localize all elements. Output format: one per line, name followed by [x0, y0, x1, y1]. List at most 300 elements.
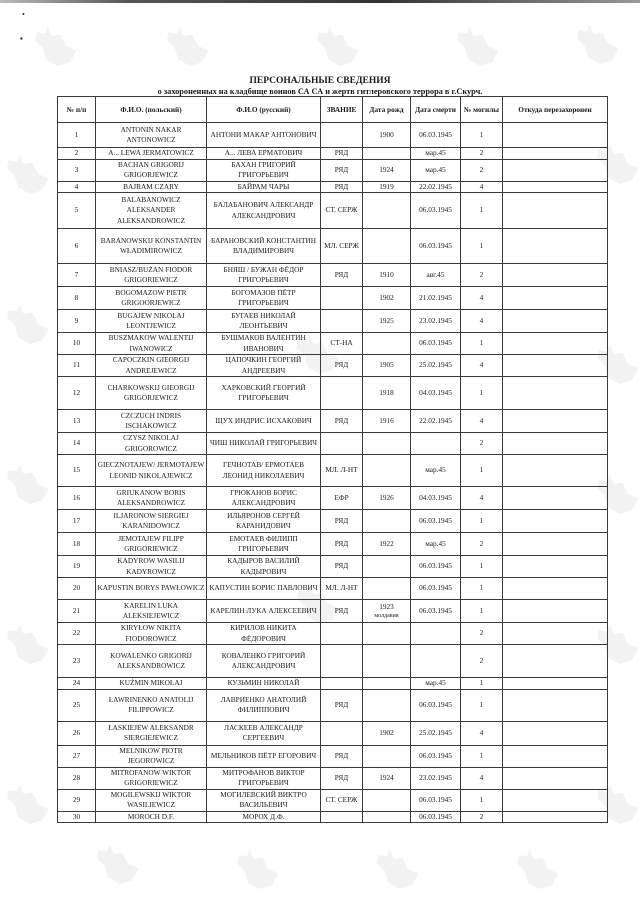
burial-records-table: [57, 96, 608, 823]
grave-number-cell: [461, 721, 503, 745]
rank-cell: [321, 310, 363, 333]
birth-date-cell: [363, 123, 411, 148]
reburied-from-cell: [503, 811, 608, 823]
row-number-cell: [58, 355, 96, 377]
death-date: 25.02.1945: [419, 727, 452, 737]
watermark-logo-icon: [0, 295, 55, 354]
death-date-cell: [411, 689, 461, 721]
name-polish-cell: [96, 789, 207, 811]
birth-date-cell: [363, 578, 411, 600]
name-russian-cell: [207, 181, 321, 193]
row-number-cell: [58, 533, 96, 556]
birth-date-cell: [363, 410, 411, 433]
grave-number-cell: [461, 645, 503, 678]
grave-number: 1: [479, 583, 484, 593]
row-number-cell: [58, 264, 96, 287]
grave-number: 2: [479, 269, 484, 279]
birth-date-cell: [363, 510, 411, 533]
rank-cell: [321, 193, 363, 229]
rank: МЛ. Л-НТ: [325, 465, 358, 475]
grave-number-cell: [461, 510, 503, 533]
death-date: 06.03.1945: [419, 205, 452, 215]
name-polish: KARELIN LUKA ALEKSIEJEWICZ: [122, 600, 180, 620]
death-date-cell: [411, 159, 461, 181]
row-number: 30: [72, 811, 81, 821]
row-number: 18: [72, 538, 81, 548]
header-grave-number: № могилы: [461, 97, 503, 123]
table-row: [58, 789, 608, 811]
death-date: 04.03.1945: [419, 492, 452, 502]
grave-number: 1: [479, 699, 484, 709]
grave-number-cell: [461, 287, 503, 310]
name-polish: MOGILEWSKIJ WIKTOR WASILIEWICZ: [110, 789, 192, 809]
grave-number-cell: [461, 623, 503, 645]
grave-number-cell: [461, 789, 503, 811]
watermark-logo-icon: [369, 840, 424, 899]
rank-cell: [321, 689, 363, 721]
birth-date-cell: [363, 767, 411, 789]
watermark-logo-icon: [0, 455, 55, 514]
grave-number: 1: [479, 678, 484, 687]
name-polish-cell: [96, 533, 207, 556]
watermark-logo-icon: [0, 775, 55, 834]
reburied-from-cell: [503, 721, 608, 745]
death-date-cell: [411, 745, 461, 767]
death-date-cell: [411, 287, 461, 310]
name-polish: KAPUSTIN BORYS PAWŁOWICZ: [97, 583, 205, 593]
reburied-from-cell: [503, 229, 608, 264]
name-russian: БОГОМАЗОВ ПЁТР ГРИГОРЬЕВИЧ: [231, 287, 296, 307]
name-russian-cell: [207, 487, 321, 510]
reburied-from-cell: [503, 410, 608, 433]
birth-date-cell: [363, 455, 411, 487]
rank: РЯД: [334, 181, 349, 191]
rank: МЛ. Л-НТ: [325, 583, 358, 593]
name-polish-cell: [96, 410, 207, 433]
birth-date: 1919: [379, 181, 394, 191]
table-row: [58, 510, 608, 533]
rank-cell: [321, 487, 363, 510]
death-date: мар.45: [425, 164, 446, 174]
name-polish-cell: [96, 767, 207, 789]
rank-cell: [321, 556, 363, 578]
rank: СТ-НА: [330, 338, 353, 348]
row-number-cell: [58, 310, 96, 333]
name-russian-cell: [207, 433, 321, 455]
name-polish-cell: [96, 678, 207, 690]
rank: РЯД: [334, 164, 349, 174]
name-russian: МЕЛЬНИКОВ ПЁТР ЕГОРОВИЧ: [210, 750, 317, 760]
birth-date: 1916: [379, 415, 394, 425]
grave-number: 4: [479, 772, 484, 782]
reburied-from-cell: [503, 533, 608, 556]
death-date: 23.02.1945: [419, 772, 452, 782]
row-number: 7: [74, 269, 79, 279]
name-polish: GIECZNOTAJEW/ JERMOTAJEW LEONID NIKOLAJEWICZ: [97, 460, 205, 480]
table-row: [58, 767, 608, 789]
watermark-logo-icon: [27, 17, 82, 76]
header-name-polish: Ф.И.О. (польский): [96, 97, 207, 123]
grave-number: 1: [479, 465, 484, 475]
row-number-cell: [58, 623, 96, 645]
name-russian-cell: [207, 767, 321, 789]
reburied-from-cell: [503, 767, 608, 789]
birth-date: 1918: [379, 387, 394, 397]
name-polish-cell: [96, 623, 207, 645]
rank-cell: [321, 678, 363, 690]
row-number-cell: [58, 811, 96, 823]
death-date-cell: [411, 678, 461, 690]
death-date-cell: [411, 578, 461, 600]
rank-cell: [321, 533, 363, 556]
row-number-cell: [58, 678, 96, 690]
reburied-from-cell: [503, 193, 608, 229]
row-number: 27: [72, 750, 81, 760]
death-date: 06.03.1945: [419, 561, 452, 571]
grave-number: 1: [479, 240, 484, 250]
table-row: [58, 645, 608, 678]
row-number: 3: [74, 164, 79, 174]
name-polish-cell: [96, 578, 207, 600]
row-number-cell: [58, 333, 96, 355]
watermark-logo-icon: [159, 17, 214, 76]
reburied-from-cell: [503, 310, 608, 333]
death-date-cell: [411, 181, 461, 193]
rank-cell: [321, 645, 363, 678]
reburied-from-cell: [503, 578, 608, 600]
rank: РЯД: [334, 269, 349, 279]
birth-date: 1902: [379, 727, 394, 737]
name-russian-cell: [207, 689, 321, 721]
name-polish: BOGOMAZOW PIETR GRIGOORJEWICZ: [115, 287, 187, 307]
name-polish: JEMOTAJEW FILIPP GRIGORIEWICZ: [118, 533, 184, 553]
watermark-logo-icon: [569, 15, 624, 74]
grave-number-cell: [461, 689, 503, 721]
rank: СТ. СЕРЖ: [325, 794, 358, 804]
table-header-row: [58, 97, 608, 123]
reburied-from-cell: [503, 377, 608, 410]
rank-cell: [321, 123, 363, 148]
rank-cell: [321, 510, 363, 533]
death-date-cell: [411, 600, 461, 623]
grave-number: 1: [479, 387, 484, 397]
name-polish-cell: [96, 355, 207, 377]
death-date-cell: [411, 533, 461, 556]
name-russian: ХАРКОВСКИЙ ГЕОРГИЙ ГРИГОРЬЕВИЧ: [221, 382, 306, 402]
rank: РЯД: [334, 772, 349, 782]
birth-date: 1905: [379, 360, 394, 370]
death-date-cell: [411, 123, 461, 148]
name-polish-cell: [96, 645, 207, 678]
birth-date-cell: [363, 623, 411, 645]
name-russian-cell: [207, 310, 321, 333]
birth-date-cell: [363, 721, 411, 745]
grave-number-cell: [461, 578, 503, 600]
grave-number-cell: [461, 556, 503, 578]
name-polish: BAJRAM CZARY: [123, 181, 179, 191]
death-date-cell: [411, 556, 461, 578]
row-number: 25: [72, 699, 81, 709]
rank-cell: [321, 433, 363, 455]
row-number-cell: [58, 287, 96, 310]
row-number: 4: [74, 181, 79, 191]
rank-cell: [321, 767, 363, 789]
name-polish-cell: [96, 433, 207, 455]
birth-date-cell: [363, 678, 411, 690]
scan-top-edge: [0, 0, 640, 3]
name-russian-cell: [207, 678, 321, 690]
birth-date-cell: [363, 333, 411, 355]
row-number-cell: [58, 433, 96, 455]
watermark-logo-icon: [229, 840, 284, 899]
death-date-cell: [411, 229, 461, 264]
rank: РЯД: [334, 360, 349, 370]
table-row: [58, 623, 608, 645]
death-date: 06.03.1945: [419, 583, 452, 593]
table-row: [58, 310, 608, 333]
table-row: [58, 678, 608, 690]
death-date: мар.45: [425, 538, 446, 548]
name-russian-cell: [207, 721, 321, 745]
death-date: 06.03.1945: [419, 338, 452, 348]
header-name-russian: Ф.И.О (русский): [207, 97, 321, 123]
name-polish-cell: [96, 123, 207, 148]
name-polish-cell: [96, 229, 207, 264]
name-russian-cell: [207, 410, 321, 433]
name-russian-cell: [207, 264, 321, 287]
grave-number-cell: [461, 433, 503, 455]
death-date-cell: [411, 510, 461, 533]
row-number: 26: [72, 727, 81, 737]
birth-date: 1926: [379, 492, 394, 502]
death-date-cell: [411, 645, 461, 678]
grave-number: 2: [479, 628, 484, 638]
grave-number-cell: [461, 123, 503, 148]
birth-place-note: молдавия: [374, 612, 399, 619]
grave-number: 4: [479, 360, 484, 370]
table-row: [58, 811, 608, 823]
death-date-cell: [411, 487, 461, 510]
row-number-cell: [58, 600, 96, 623]
rank: РЯД: [334, 515, 349, 525]
name-russian: ИЛЬЯРОНОВ СЕРГЕЙ КАРАНИДОВИЧ: [227, 510, 300, 530]
name-polish: KOWALENKO GRIGORIJ ALEKSANDROWICZ: [110, 650, 192, 670]
grave-number-cell: [461, 229, 503, 264]
name-russian-cell: [207, 811, 321, 823]
row-number-cell: [58, 377, 96, 410]
rank: СТ. СЕРЖ: [325, 205, 358, 215]
death-date: 06.03.1945: [419, 811, 452, 821]
reburied-from-cell: [503, 556, 608, 578]
row-number-cell: [58, 193, 96, 229]
death-date-cell: [411, 310, 461, 333]
grave-number-cell: [461, 333, 503, 355]
birth-date: 1925: [379, 315, 394, 325]
birth-date-cell: [363, 264, 411, 287]
name-polish-cell: [96, 159, 207, 181]
name-polish: BUGAJEW NIKOLAJ LEONTJEWICZ: [117, 310, 185, 330]
row-number-cell: [58, 578, 96, 600]
birth-date-cell: [363, 148, 411, 160]
birth-date-cell: [363, 193, 411, 229]
reburied-from-cell: [503, 600, 608, 623]
name-russian: А... ЛЕВА ЕРМАТОВИЧ: [224, 148, 303, 157]
rank-cell: [321, 745, 363, 767]
birth-date: 1922: [379, 538, 394, 548]
birth-date: 1900: [379, 129, 394, 139]
death-date-cell: [411, 721, 461, 745]
name-polish-cell: [96, 193, 207, 229]
death-date: мар.45: [425, 678, 446, 687]
header-birth-date: Дата рожд: [363, 97, 411, 123]
watermark-logo-icon: [89, 835, 144, 894]
name-russian: БАЙРАМ ЧАРЫ: [237, 181, 290, 191]
reburied-from-cell: [503, 789, 608, 811]
name-russian-cell: [207, 229, 321, 264]
header-reburied-from: Откуда перезахоронен: [503, 97, 608, 123]
name-polish-cell: [96, 721, 207, 745]
reburied-from-cell: [503, 510, 608, 533]
name-russian: ЧИШ НИКОЛАЙ ГРИГОРЬЕВИЧ: [209, 438, 318, 448]
name-polish: MITROFANOW WIKTOR GRIGORIEWICZ: [110, 767, 192, 787]
grave-number-cell: [461, 455, 503, 487]
table-row: [58, 193, 608, 229]
table-row: [58, 455, 608, 487]
death-date-cell: [411, 355, 461, 377]
grave-number: 2: [479, 655, 484, 665]
name-polish: ANTONIN NAKAR ANTONOWICZ: [120, 124, 182, 144]
birth-date: 1902: [379, 292, 394, 302]
grave-number-cell: [461, 310, 503, 333]
row-number-cell: [58, 689, 96, 721]
row-number: 15: [72, 465, 81, 475]
row-number: 1: [74, 129, 79, 139]
reburied-from-cell: [503, 148, 608, 160]
name-polish-cell: [96, 333, 207, 355]
row-number-cell: [58, 556, 96, 578]
grave-number-cell: [461, 745, 503, 767]
row-number-cell: [58, 229, 96, 264]
name-polish-cell: [96, 487, 207, 510]
table-row: [58, 533, 608, 556]
grave-number-cell: [461, 600, 503, 623]
row-number: 14: [72, 438, 81, 448]
grave-number: 2: [479, 538, 484, 548]
row-number: 19: [72, 561, 81, 571]
birth-date-cell: [363, 600, 411, 623]
rank-cell: [321, 623, 363, 645]
death-date-cell: [411, 193, 461, 229]
name-russian-cell: [207, 600, 321, 623]
birth-date-cell: [363, 181, 411, 193]
rank-cell: [321, 287, 363, 310]
reburied-from-cell: [503, 264, 608, 287]
birth-date: 1910: [379, 269, 394, 279]
birth-date-cell: [363, 645, 411, 678]
name-russian: ЛАВРИЕНКО АНАТОЛИЙ ФИЛИППОВИЧ: [220, 694, 307, 714]
name-russian: КАРЕЛИН ЛУКА АЛЕКСЕЕВИЧ: [210, 605, 317, 615]
name-polish: BALABANOWICZ ALEKSANDER ALEKSANDROWICZ: [116, 194, 186, 225]
rank-cell: [321, 455, 363, 487]
row-number-cell: [58, 789, 96, 811]
rank-cell: [321, 410, 363, 433]
name-polish-cell: [96, 287, 207, 310]
birth-date-cell: [363, 533, 411, 556]
table-row: [58, 264, 608, 287]
name-russian: ЩУХ ИНДРИС ИСХАКОВИЧ: [215, 415, 312, 425]
grave-number: 1: [479, 129, 484, 139]
row-number-cell: [58, 410, 96, 433]
row-number: 24: [72, 678, 81, 687]
death-date: мар.45: [425, 465, 446, 475]
row-number: 8: [74, 292, 79, 302]
row-number: 29: [72, 794, 81, 804]
rank: МЛ. СЕРЖ: [324, 240, 359, 250]
name-russian: ЕМОТАЕВ ФИЛИПП ГРИГОРЬЕВИЧ: [229, 533, 298, 553]
rank-cell: [321, 229, 363, 264]
name-russian-cell: [207, 377, 321, 410]
reburied-from-cell: [503, 678, 608, 690]
rank-cell: [321, 264, 363, 287]
name-russian: МИТРОФАНОВ ВИКТОР ГРИГОРЬЕВИЧ: [222, 767, 305, 787]
death-date: 06.03.1945: [419, 750, 452, 760]
name-polish-cell: [96, 600, 207, 623]
name-russian: КУЗЬМИН НИКОЛАЙ: [227, 678, 300, 687]
row-number: 23: [72, 655, 81, 665]
death-date-cell: [411, 410, 461, 433]
name-russian: БАХАН ГРИГОРИЙ ГРИГОРЬЕВИЧ: [231, 159, 296, 179]
row-number-cell: [58, 148, 96, 160]
rank: РЯД: [334, 148, 349, 157]
row-number-cell: [58, 123, 96, 148]
death-date-cell: [411, 623, 461, 645]
scan-speck: ▪: [20, 34, 23, 43]
row-number-cell: [58, 487, 96, 510]
grave-number-cell: [461, 148, 503, 160]
reburied-from-cell: [503, 745, 608, 767]
grave-number: 1: [479, 205, 484, 215]
grave-number: 2: [479, 438, 484, 448]
rank: РЯД: [334, 561, 349, 571]
rank: РЯД: [334, 415, 349, 425]
death-date: 21.02.1945: [419, 292, 452, 302]
watermark-logo-icon: [509, 840, 564, 899]
name-russian-cell: [207, 287, 321, 310]
name-polish: BARANOWSKIJ KONSTANTIN WŁADIMIROWICZ: [100, 235, 202, 255]
reburied-from-cell: [503, 287, 608, 310]
name-polish-cell: [96, 510, 207, 533]
watermark-logo-icon: [0, 615, 55, 674]
row-number-cell: [58, 510, 96, 533]
name-russian: ГЕЧНОТАВ/ ЕРМОТАЕВ ЛЕОНИД НИКОЛАЕВИЧ: [222, 460, 305, 480]
name-russian-cell: [207, 578, 321, 600]
grave-number: 1: [479, 561, 484, 571]
birth-date: 1924: [379, 772, 394, 782]
table-row: [58, 410, 608, 433]
reburied-from-cell: [503, 181, 608, 193]
rank: РЯД: [334, 538, 349, 548]
table-row: [58, 578, 608, 600]
row-number: 12: [72, 387, 81, 397]
watermark-logo-icon: [449, 17, 504, 76]
grave-number: 4: [479, 492, 484, 502]
name-russian: ГРЮКАНОВ БОРИС АЛЕКСАНДРОВИЧ: [230, 487, 297, 507]
death-date: мар.45: [425, 148, 446, 157]
table-row: [58, 159, 608, 181]
name-polish: CHARKOWSKIJ GIEORGIJ GRIGORJEWICZ: [107, 382, 195, 402]
rank: РЯД: [334, 750, 349, 760]
rank-cell: [321, 181, 363, 193]
